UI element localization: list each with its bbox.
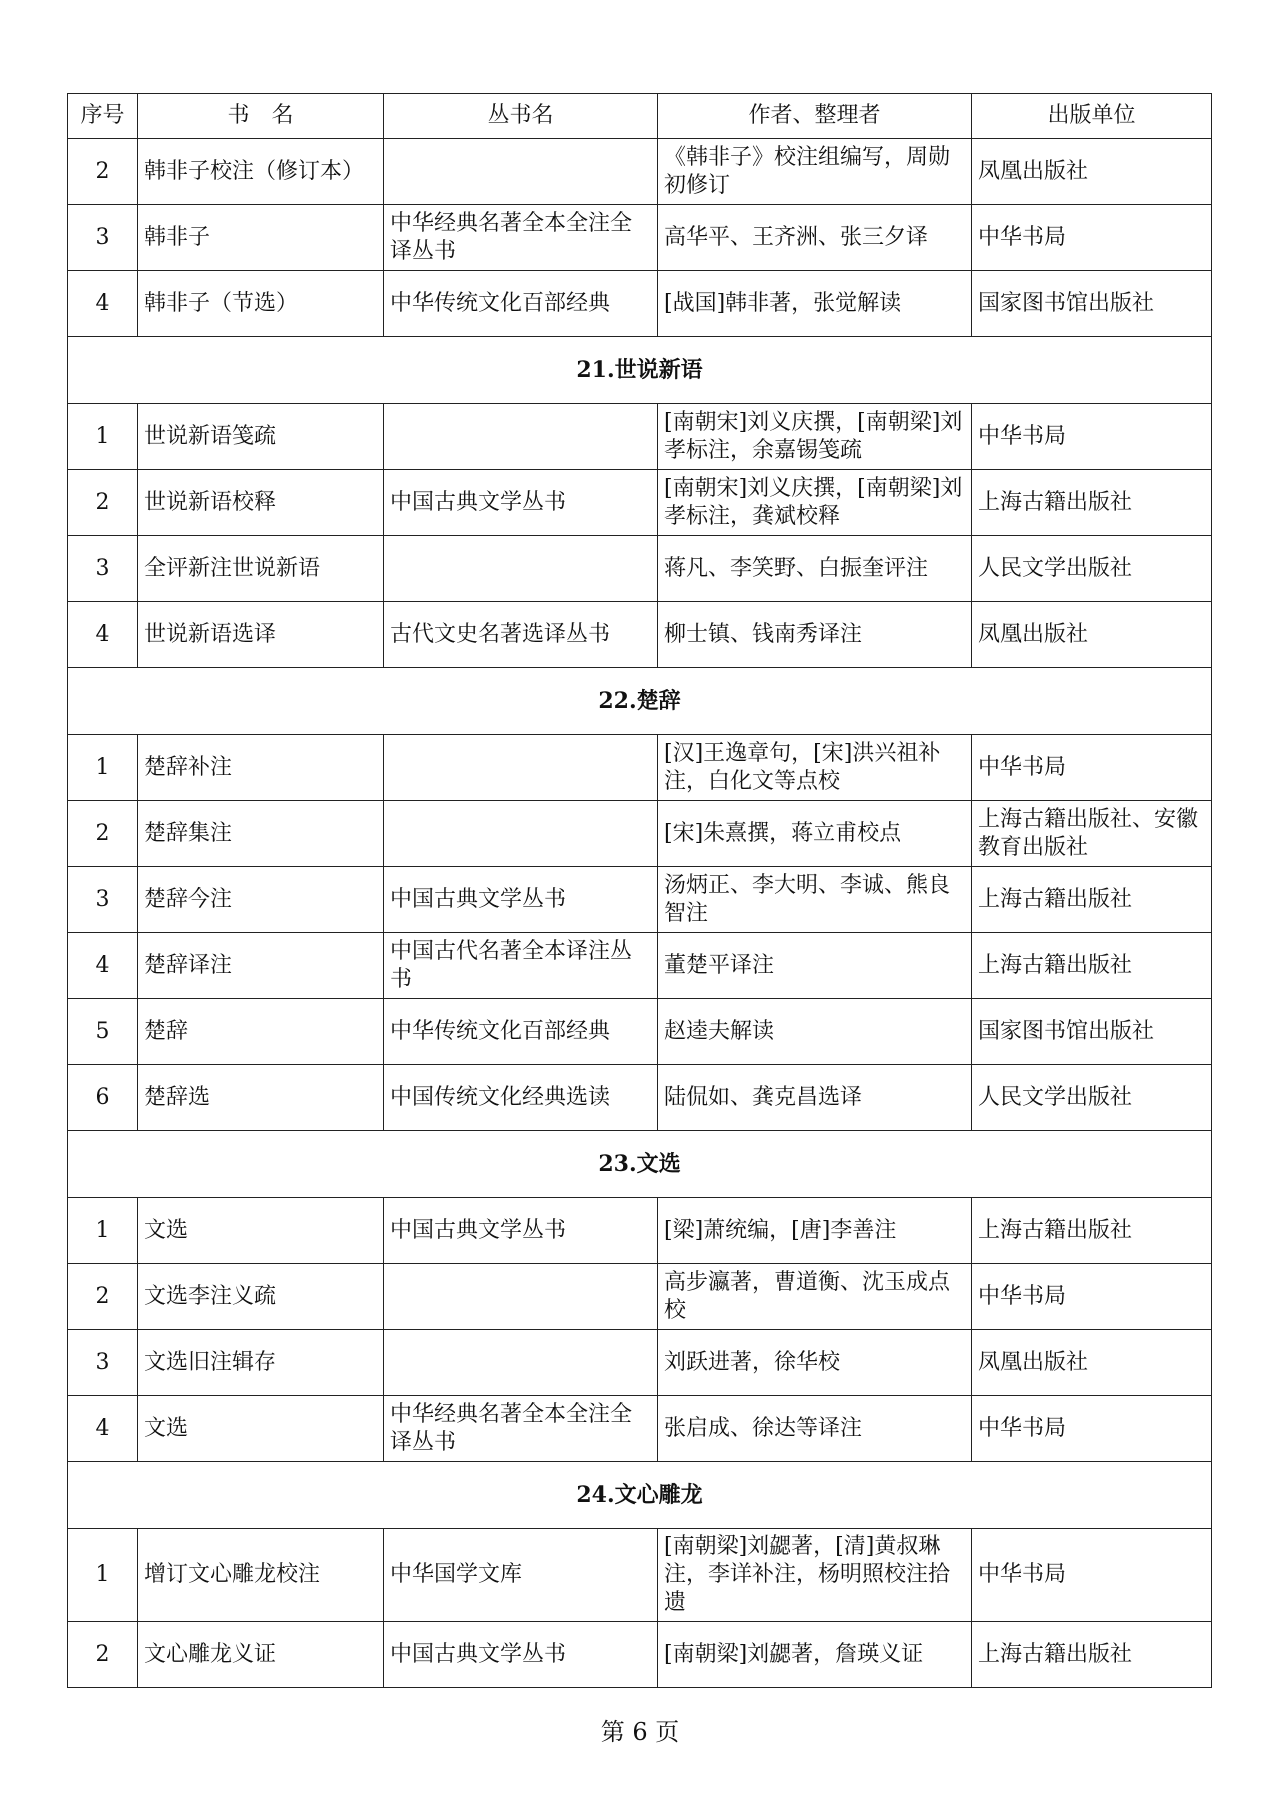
cell-title: 文选: [138, 1396, 384, 1462]
table-row: [68, 536, 1212, 602]
section-row: [68, 668, 1212, 735]
cell-publisher: 人民文学出版社: [972, 536, 1212, 602]
cell-title: 世说新语校释: [138, 470, 384, 536]
cell-publisher: 国家图书馆出版社: [972, 999, 1212, 1065]
cell-publisher: 凤凰出版社: [972, 602, 1212, 668]
cell-title: 楚辞译注: [138, 933, 384, 999]
cell-title: 楚辞集注: [138, 801, 384, 867]
cell-number: 1: [68, 404, 138, 470]
cell-number: 3: [68, 1330, 138, 1396]
table-row: [68, 867, 1212, 933]
cell-publisher: 上海古籍出版社: [972, 1198, 1212, 1264]
book-list-table: [67, 93, 1212, 1688]
cell-title: 增订文心雕龙校注: [138, 1529, 384, 1622]
cell-number: 3: [68, 205, 138, 271]
cell-series: 中华国学文库: [384, 1529, 658, 1622]
table-row: [68, 801, 1212, 867]
cell-title: 韩非子（节选）: [138, 271, 384, 337]
cell-title: 世说新语选译: [138, 602, 384, 668]
cell-number: 4: [68, 933, 138, 999]
cell-number: 3: [68, 867, 138, 933]
cell-number: 2: [68, 801, 138, 867]
section-title: 24.文心雕龙: [68, 1462, 1212, 1529]
cell-publisher: 上海古籍出版社: [972, 1622, 1212, 1688]
cell-author: [南朝梁]刘勰著，詹瑛义证: [658, 1622, 972, 1688]
cell-author: 刘跃进著，徐华校: [658, 1330, 972, 1396]
cell-series: 中华传统文化百部经典: [384, 271, 658, 337]
cell-number: 6: [68, 1065, 138, 1131]
section-row: [68, 337, 1212, 404]
table-row: [68, 1264, 1212, 1330]
cell-title: 全评新注世说新语: [138, 536, 384, 602]
cell-series: [384, 404, 658, 470]
cell-series: [384, 1264, 658, 1330]
header-author: 作者、整理者: [658, 94, 972, 139]
cell-publisher: 中华书局: [972, 205, 1212, 271]
table-row: [68, 933, 1212, 999]
cell-number: 2: [68, 139, 138, 205]
header-publisher: 出版单位: [972, 94, 1212, 139]
cell-author: 蒋凡、李笑野、白振奎评注: [658, 536, 972, 602]
cell-number: 4: [68, 271, 138, 337]
section-title: 22.楚辞: [68, 668, 1212, 735]
cell-author: [南朝梁]刘勰著，[清]黄叔琳注，李详补注，杨明照校注拾遗: [658, 1529, 972, 1622]
table-row: [68, 271, 1212, 337]
section-title: 23.文选: [68, 1131, 1212, 1198]
cell-title: 楚辞选: [138, 1065, 384, 1131]
cell-author: [战国]韩非著，张觉解读: [658, 271, 972, 337]
cell-author: [梁]萧统编，[唐]李善注: [658, 1198, 972, 1264]
cell-author: 高步瀛著，曹道衡、沈玉成点校: [658, 1264, 972, 1330]
page-number: 第 6 页: [600, 1718, 680, 1746]
cell-number: 2: [68, 470, 138, 536]
cell-number: 4: [68, 602, 138, 668]
table-row: [68, 1330, 1212, 1396]
cell-series: 中国传统文化经典选读: [384, 1065, 658, 1131]
cell-author: 赵逵夫解读: [658, 999, 972, 1065]
cell-author: 柳士镇、钱南秀译注: [658, 602, 972, 668]
cell-publisher: 上海古籍出版社: [972, 933, 1212, 999]
table-row: [68, 1622, 1212, 1688]
table-row: [68, 1065, 1212, 1131]
cell-title: 文心雕龙义证: [138, 1622, 384, 1688]
cell-series: 中国古典文学丛书: [384, 1622, 658, 1688]
cell-publisher: 国家图书馆出版社: [972, 271, 1212, 337]
cell-title: 韩非子校注（修订本）: [138, 139, 384, 205]
cell-publisher: 上海古籍出版社: [972, 470, 1212, 536]
table-row: [68, 404, 1212, 470]
cell-series: 中华经典名著全本全注全译丛书: [384, 205, 658, 271]
cell-author: 陆侃如、龚克昌选译: [658, 1065, 972, 1131]
cell-publisher: 中华书局: [972, 1396, 1212, 1462]
cell-series: 中国古代名著全本译注丛书: [384, 933, 658, 999]
table-row: [68, 602, 1212, 668]
cell-series: [384, 1330, 658, 1396]
cell-publisher: 凤凰出版社: [972, 139, 1212, 205]
cell-author: [宋]朱熹撰，蒋立甫校点: [658, 801, 972, 867]
cell-number: 3: [68, 536, 138, 602]
cell-series: 中华传统文化百部经典: [384, 999, 658, 1065]
cell-author: [南朝宋]刘义庆撰，[南朝梁]刘孝标注，龚斌校释: [658, 470, 972, 536]
header-number: 序号: [68, 94, 138, 139]
cell-title: 楚辞补注: [138, 735, 384, 801]
cell-title: 楚辞今注: [138, 867, 384, 933]
table-header-row: [68, 94, 1212, 139]
cell-publisher: 中华书局: [972, 735, 1212, 801]
cell-publisher: 中华书局: [972, 404, 1212, 470]
cell-number: 1: [68, 735, 138, 801]
cell-author: 《韩非子》校注组编写，周勋初修订: [658, 139, 972, 205]
cell-title: 楚辞: [138, 999, 384, 1065]
table-row: [68, 735, 1212, 801]
cell-publisher: 凤凰出版社: [972, 1330, 1212, 1396]
cell-number: 1: [68, 1529, 138, 1622]
cell-series: [384, 801, 658, 867]
cell-series: 中国古典文学丛书: [384, 1198, 658, 1264]
table-row: [68, 1529, 1212, 1622]
cell-author: 董楚平译注: [658, 933, 972, 999]
table-row: [68, 1396, 1212, 1462]
cell-number: 5: [68, 999, 138, 1065]
cell-author: [南朝宋]刘义庆撰，[南朝梁]刘孝标注，余嘉锡笺疏: [658, 404, 972, 470]
section-title: 21.世说新语: [68, 337, 1212, 404]
cell-author: [汉]王逸章句，[宋]洪兴祖补注，白化文等点校: [658, 735, 972, 801]
cell-number: 2: [68, 1264, 138, 1330]
cell-title: 文选李注义疏: [138, 1264, 384, 1330]
header-series: 丛书名: [384, 94, 658, 139]
table-row: [68, 139, 1212, 205]
cell-publisher: 中华书局: [972, 1264, 1212, 1330]
table-body: [68, 139, 1212, 1688]
cell-publisher: 上海古籍出版社: [972, 867, 1212, 933]
table-row: [68, 1198, 1212, 1264]
cell-number: 4: [68, 1396, 138, 1462]
table-row: [68, 205, 1212, 271]
cell-series: 古代文史名著选译丛书: [384, 602, 658, 668]
section-row: [68, 1131, 1212, 1198]
cell-number: 1: [68, 1198, 138, 1264]
cell-title: 韩非子: [138, 205, 384, 271]
cell-series: [384, 139, 658, 205]
cell-author: 高华平、王齐洲、张三夕译: [658, 205, 972, 271]
cell-series: [384, 536, 658, 602]
section-row: [68, 1462, 1212, 1529]
cell-series: 中华经典名著全本全注全译丛书: [384, 1396, 658, 1462]
cell-publisher: 中华书局: [972, 1529, 1212, 1622]
cell-title: 文选旧注辑存: [138, 1330, 384, 1396]
cell-publisher: 上海古籍出版社、安徽教育出版社: [972, 801, 1212, 867]
cell-series: [384, 735, 658, 801]
cell-author: 汤炳正、李大明、李诚、熊良智注: [658, 867, 972, 933]
cell-number: 2: [68, 1622, 138, 1688]
cell-series: 中国古典文学丛书: [384, 867, 658, 933]
cell-title: 文选: [138, 1198, 384, 1264]
cell-publisher: 人民文学出版社: [972, 1065, 1212, 1131]
cell-title: 世说新语笺疏: [138, 404, 384, 470]
table-row: [68, 470, 1212, 536]
cell-author: 张启成、徐达等译注: [658, 1396, 972, 1462]
table-row: [68, 999, 1212, 1065]
cell-series: 中国古典文学丛书: [384, 470, 658, 536]
header-title: 书 名: [138, 94, 384, 139]
